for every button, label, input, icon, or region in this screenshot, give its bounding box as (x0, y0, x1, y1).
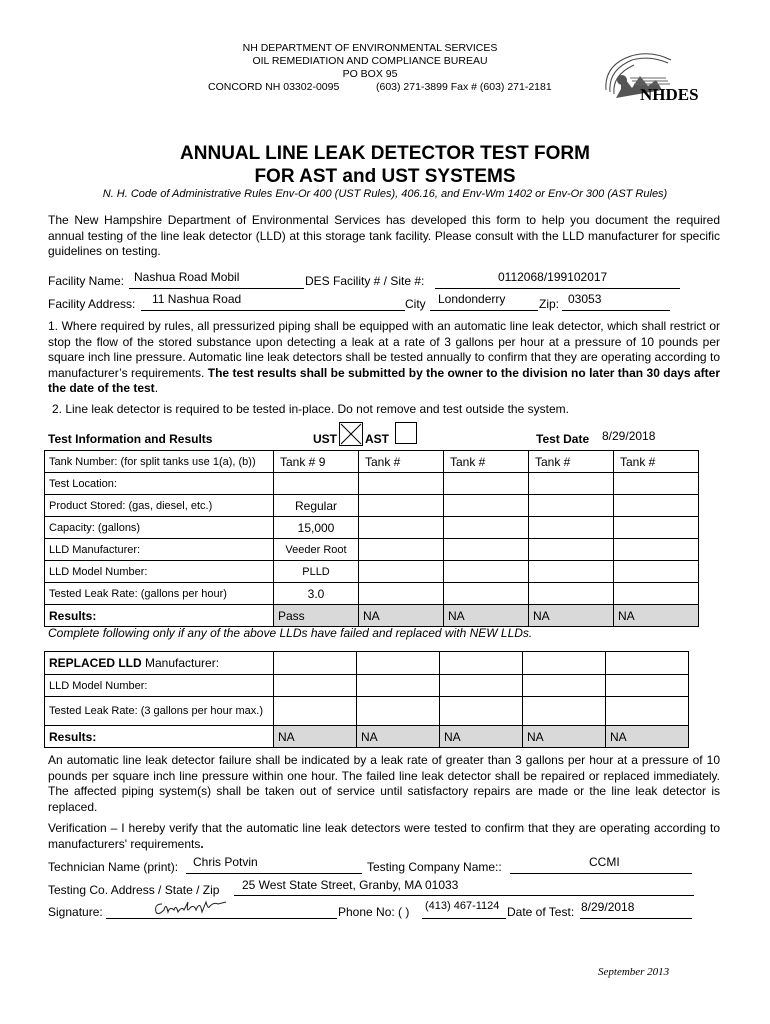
testing-address-label: Testing Co. Address / State / Zip (48, 883, 220, 897)
result-cell[interactable]: Pass (274, 605, 359, 627)
checkbox-x-icon (340, 423, 362, 445)
table-row (45, 473, 699, 495)
rule-paragraph-1 (48, 319, 720, 397)
replaced-result-cell[interactable]: NA (606, 726, 689, 748)
table-cell[interactable] (614, 583, 699, 605)
replaced-manufacturer-label (45, 652, 274, 675)
facility-address-value[interactable]: 11 Nashua Road (152, 292, 242, 306)
replaced-cell[interactable] (357, 652, 440, 675)
city-label: City (405, 297, 426, 311)
technician-name-value[interactable]: Chris Potvin (193, 855, 258, 869)
replaced-results-label: Results: (45, 726, 274, 748)
nhdes-logo-graphic (596, 50, 712, 112)
logo-wordmark: NHDES (640, 85, 699, 104)
facility-name-line (129, 288, 304, 289)
table-cell[interactable] (529, 583, 614, 605)
footer-revision-date: September 2013 (598, 966, 670, 978)
table-cell[interactable] (614, 539, 699, 561)
table-row (45, 561, 699, 583)
replaced-result-cell[interactable]: NA (523, 726, 606, 748)
facility-name-label: Facility Name: (48, 274, 125, 288)
table-cell[interactable] (614, 495, 699, 517)
test-date-label: Test Date (536, 432, 590, 446)
table-cell[interactable] (444, 539, 529, 561)
replaced-cell[interactable] (523, 675, 606, 697)
table-row (45, 539, 699, 561)
replaced-cell[interactable] (606, 652, 689, 675)
table-row (45, 495, 699, 517)
replaced-cell[interactable] (440, 675, 523, 697)
testing-address-line (234, 895, 694, 896)
result-cell[interactable]: NA (614, 605, 699, 627)
table-cell[interactable] (529, 539, 614, 561)
row-label: Capacity: (gallons) (45, 517, 274, 539)
row-label: Test Location: (45, 473, 274, 495)
table-cell[interactable]: Tank # (359, 451, 444, 473)
result-cell[interactable]: NA (444, 605, 529, 627)
replaced-model-row (45, 675, 689, 697)
verification-end: . (200, 836, 204, 851)
agency-phone: (603) 271-3899 Fax # (603) 271-2181 (376, 81, 552, 93)
replaced-cell[interactable] (274, 697, 357, 726)
replaced-manufacturer-row (45, 652, 689, 675)
facility-name-value[interactable]: Nashua Road Mobil (134, 270, 240, 284)
result-cell[interactable]: NA (529, 605, 614, 627)
phone-value[interactable]: (413) 467-1124 (425, 900, 500, 912)
ust-checkbox[interactable] (339, 422, 363, 446)
table-cell[interactable] (444, 561, 529, 583)
signature-image[interactable] (152, 896, 232, 920)
city-line (430, 310, 538, 311)
table-row (45, 517, 699, 539)
replaced-model-label: LLD Model Number: (45, 675, 274, 697)
ust-label: UST (313, 432, 337, 446)
replaced-cell[interactable] (523, 652, 606, 675)
replaced-cell[interactable] (357, 697, 440, 726)
city-value[interactable]: Londonderry (438, 292, 506, 306)
table-cell[interactable] (529, 495, 614, 517)
replaced-cell[interactable] (606, 675, 689, 697)
rule-paragraph-1-end: . (154, 381, 159, 395)
replaced-lld-bold: REPLACED LLD (49, 656, 142, 670)
replaced-cell[interactable] (357, 675, 440, 697)
testing-company-line (510, 873, 692, 874)
rule-paragraph-1-bold: The test results shall be submitted by the owner to the division no later than 30 days after the date of the test (48, 365, 720, 395)
row-label: Product Stored: (gas, diesel, etc.) (45, 495, 274, 517)
zip-label: Zip: (539, 297, 560, 311)
bureau-name: OIL REMEDIATION AND COMPLIANCE BUREAU (252, 55, 488, 67)
phone-label: Phone No: ( ) (338, 905, 410, 919)
failure-paragraph: An automatic line leak detector failure shall be indicated by a leak rate of greater than 3 gallons per hour at a pressure of 10 pounds per square inch line pressure within one hour. The failed line leak detector shall be repaired or replaced immediately. The affected piping system(s) shall be taken out of service until satisfactory repairs are made or the line leak detector is replaced. (48, 753, 720, 814)
table-cell[interactable] (529, 517, 614, 539)
table-cell[interactable]: Tank # (444, 451, 529, 473)
intro-paragraph: The New Hampshire Department of Environmental Services has developed this form to help you document the required annual testing of the line leak detector (LLD) at this storage tank facility. Please consult with the LLD manufacturer for specific guidelines on testing. (48, 213, 720, 258)
signature-scribble (152, 896, 232, 920)
zip-value[interactable]: 03053 (568, 292, 602, 306)
table-row (45, 583, 699, 605)
replaced-rate-row (45, 697, 689, 726)
replaced-result-cell[interactable]: NA (440, 726, 523, 748)
table-cell[interactable] (444, 583, 529, 605)
replaced-cell[interactable] (606, 697, 689, 726)
verification-statement (48, 821, 720, 852)
rule-paragraph-2: 2. Line leak detector is required to be tested in-place. Do not remove and test outside the system. (52, 402, 569, 416)
replaced-cell[interactable] (440, 652, 523, 675)
table-cell[interactable] (359, 583, 444, 605)
zip-line (562, 310, 670, 311)
des-facility-label: DES Facility # / Site #: (305, 274, 425, 288)
table-cell[interactable]: 3.0 (274, 583, 359, 605)
table-cell[interactable] (614, 473, 699, 495)
table-cell[interactable] (614, 517, 699, 539)
rule-paragraph-1-text: 1. Where required by rules, all pressurized piping shall be equipped with an automatic line leak detector, which shall restrict or stop the flow of the stored substance upon detecting a leak at a rate of 3 gallons per hour at a pressure of 10 pounds per square inch line pressure. Automatic line leak detectors shall be tested annually to confirm that they are operating according to manufacturer’s requirements. (48, 319, 720, 380)
replaced-lld-table (44, 651, 689, 748)
table-cell[interactable] (359, 561, 444, 583)
ast-checkbox[interactable] (395, 422, 417, 444)
result-cell[interactable]: NA (359, 605, 444, 627)
table-cell[interactable] (359, 539, 444, 561)
table-cell[interactable]: Regular (274, 495, 359, 517)
failed-lld-note: Complete following only if any of the above LLDs have failed and replaced with NEW LLDs. (48, 626, 533, 640)
table-cell[interactable]: Tank # (529, 451, 614, 473)
table-cell[interactable] (529, 561, 614, 583)
table-cell[interactable] (614, 561, 699, 583)
des-facility-value[interactable]: 0112068/199102017 (498, 270, 608, 284)
table-cell[interactable] (444, 517, 529, 539)
replaced-manufacturer-text: Manufacturer: (141, 656, 220, 670)
testing-address-value[interactable]: 25 West State Street, Granby, MA 01033 (242, 878, 459, 892)
form-subtitle: N. H. Code of Administrative Rules Env-Or 400 (UST Rules), 406.16, and Env-Wm 1402 or Env-Or 300 (AST Rules) (102, 188, 668, 200)
row-label: Tested Leak Rate: (gallons per hour) (45, 583, 274, 605)
table-cell[interactable] (359, 517, 444, 539)
form-title-line1: ANNUAL LINE LEAK DETECTOR TEST FORM (180, 143, 590, 164)
table-cell[interactable]: 15,000 (274, 517, 359, 539)
verification-text: Verification – I hereby verify that the automatic line leak detectors were tested to confirm that they are operating according to manufacturers' requirements (48, 821, 720, 851)
agency-name: NH DEPARTMENT OF ENVIRONMENTAL SERVICES (242, 42, 498, 54)
date-of-test-line (580, 918, 692, 919)
ast-label: AST (365, 432, 389, 446)
phone-line (422, 918, 506, 919)
table-cell[interactable]: Tank # (614, 451, 699, 473)
table-cell[interactable]: PLLD (274, 561, 359, 583)
table-cell[interactable] (359, 473, 444, 495)
test-info-heading: Test Information and Results (48, 432, 213, 446)
test-date-value[interactable]: 8/29/2018 (602, 429, 656, 443)
testing-company-value[interactable]: CCMI (589, 855, 620, 869)
table-cell[interactable] (529, 473, 614, 495)
table-cell[interactable] (359, 495, 444, 517)
replaced-cell[interactable] (274, 652, 357, 675)
replaced-results-row (45, 726, 689, 748)
des-facility-line (435, 288, 680, 289)
results-row (45, 605, 699, 627)
replaced-result-cell[interactable]: NA (357, 726, 440, 748)
technician-name-label: Technician Name (print): (48, 860, 179, 874)
row-label: LLD Manufacturer: (45, 539, 274, 561)
table-cell[interactable]: Veeder Root (274, 539, 359, 561)
testing-company-label: Testing Company Name:: (367, 860, 502, 874)
results-label: Results: (45, 605, 274, 627)
table-cell[interactable] (444, 473, 529, 495)
technician-name-line (186, 873, 362, 874)
date-of-test-label: Date of Test: (507, 905, 575, 919)
table-cell[interactable]: Tank # 9 (274, 451, 359, 473)
replaced-cell[interactable] (440, 697, 523, 726)
facility-address-label: Facility Address: (48, 297, 136, 311)
row-label: Tank Number: (for split tanks use 1(a), (b)) (45, 451, 274, 473)
table-row (45, 451, 699, 473)
replaced-rate-label: Tested Leak Rate: (3 gallons per hour max.) (45, 697, 274, 726)
table-cell[interactable] (274, 473, 359, 495)
table-cell[interactable] (444, 495, 529, 517)
date-of-test-value[interactable]: 8/29/2018 (581, 900, 635, 914)
agency-city: CONCORD NH 03302-0095 (208, 81, 340, 93)
row-label: LLD Model Number: (45, 561, 274, 583)
test-results-table (44, 450, 699, 627)
replaced-cell[interactable] (274, 675, 357, 697)
form-title-line2: FOR AST and UST SYSTEMS (254, 166, 516, 187)
facility-address-line (141, 310, 405, 311)
nhdes-logo (596, 50, 712, 112)
replaced-cell[interactable] (523, 697, 606, 726)
replaced-result-cell[interactable]: NA (274, 726, 357, 748)
po-box: PO BOX 95 (342, 68, 398, 80)
signature-label: Signature: (48, 905, 103, 919)
